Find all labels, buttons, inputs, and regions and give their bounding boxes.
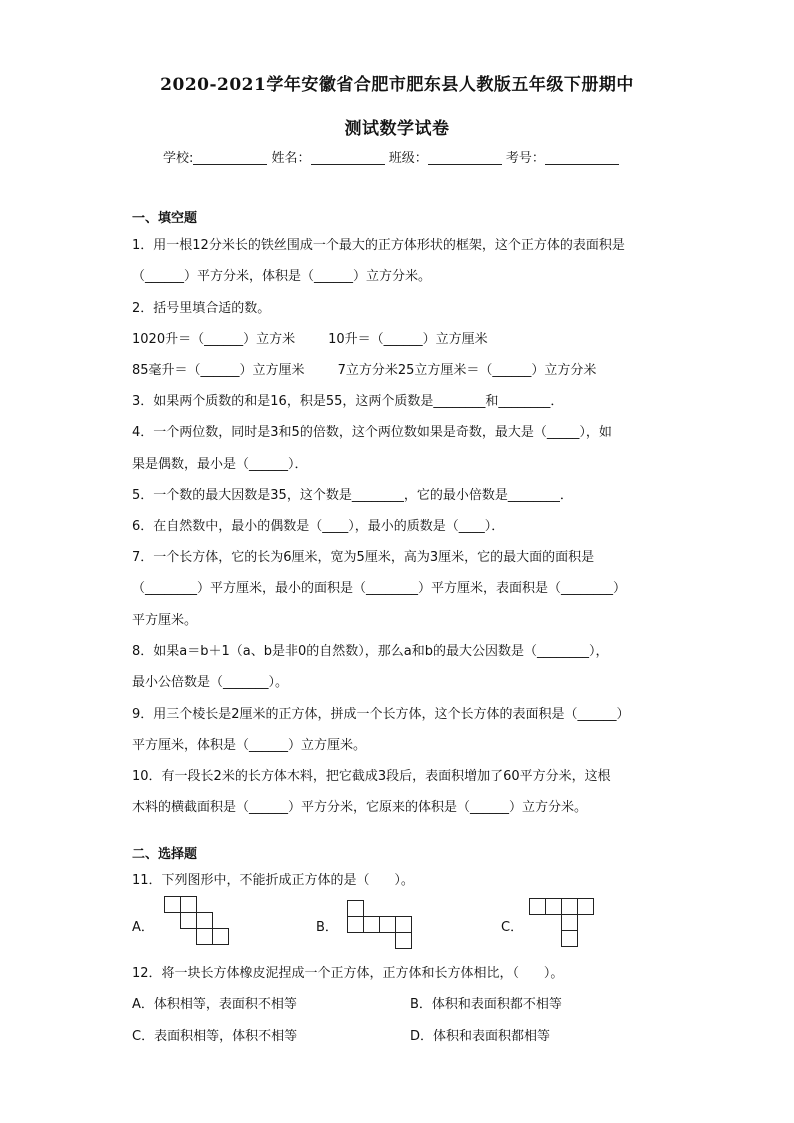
question-line: 平方厘米，体积是（______）立方厘米。 bbox=[132, 738, 367, 753]
q12-option-d[interactable]: D．体积和表面积都相等 bbox=[410, 1029, 551, 1044]
exam-title-line2: 测试数学试卷 bbox=[344, 119, 450, 139]
question-12: 12．将一块长方体橡皮泥捏成一个正方体，正方体和长方体相比，（ ）。 bbox=[132, 966, 564, 981]
question-line: 4．一个两位数，同时是3和5的倍数，这个两位数如果是奇数，最大是（_____），如 bbox=[132, 425, 612, 440]
question-line: （______）平方分米，体积是（______）立方分米。 bbox=[132, 269, 432, 284]
question-line: 1．用一根12分米长的铁丝围成一个最大的正方体形状的框架，这个正方体的表面积是 bbox=[132, 238, 625, 253]
class-label: 班级： bbox=[388, 151, 428, 166]
question-line: 6．在自然数中，最小的偶数是（____），最小的质数是（____）． bbox=[132, 519, 505, 534]
number-label: 考号： bbox=[505, 151, 545, 166]
student-info-row bbox=[163, 147, 619, 166]
question-line: 最小公倍数是（_______）。 bbox=[132, 675, 289, 690]
question-line: 5．一个数的最大因数是35，这个数是________，它的最小倍数是________． bbox=[132, 488, 573, 503]
q12-option-c[interactable]: C．表面积相等，体积不相等 bbox=[132, 1029, 298, 1044]
question-line: 9．用三个棱长是2厘米的正方体，拼成一个长方体，这个长方体的表面积是（______） bbox=[132, 707, 630, 722]
question-line: 10．有一段长2米的长方体木料，把它截成3段后，表面积增加了60平方分米，这根 bbox=[132, 769, 611, 784]
section1-heading: 一、填空题 bbox=[132, 211, 198, 226]
question-line: 果是偶数，最小是（______）． bbox=[132, 457, 308, 472]
number-blank[interactable] bbox=[545, 150, 619, 165]
section2-heading: 二、选择题 bbox=[132, 847, 198, 862]
question-line: 8．如果a＝b＋1（a、b是非0的自然数），那么a和b的最大公因数是（________）， bbox=[132, 644, 609, 659]
name-label: 姓名： bbox=[271, 151, 311, 166]
q11-option-b-net[interactable] bbox=[347, 900, 417, 950]
q11-option-a-net[interactable] bbox=[164, 896, 234, 948]
question-line: 平方厘米。 bbox=[132, 613, 198, 628]
school-label: 学校: bbox=[163, 151, 194, 166]
q11-option-b-label[interactable]: B． bbox=[316, 920, 338, 935]
q11-option-c-label[interactable]: C． bbox=[501, 920, 524, 935]
school-blank[interactable] bbox=[193, 150, 267, 165]
question-line: 木料的横截面积是（______）平方分米，它原来的体积是（______）立方分米。 bbox=[132, 800, 588, 815]
question-line: （________）平方厘米，最小的面积是（________）平方厘米，表面积是（________） bbox=[132, 581, 627, 596]
question-line: 85毫升＝（______）立方厘米 7立方分米25立方厘米＝（______）立方分米 bbox=[132, 363, 597, 378]
question-line: 3．如果两个质数的和是16，积是55，这两个质数是________和________． bbox=[132, 394, 564, 409]
exam-title-line1: 2020-2021学年安徽省合肥市肥东县人教版五年级下册期中 bbox=[160, 75, 634, 95]
q12-option-b[interactable]: B．体积和表面积都不相等 bbox=[410, 997, 562, 1012]
q11-option-c-net[interactable] bbox=[529, 898, 599, 950]
question-11: 11．下列图形中，不能折成正方体的是（ ）。 bbox=[132, 873, 414, 888]
question-line: 2．括号里填合适的数。 bbox=[132, 301, 271, 316]
class-blank[interactable] bbox=[428, 150, 502, 165]
name-blank[interactable] bbox=[311, 150, 385, 165]
q11-option-a-label[interactable]: A． bbox=[132, 920, 154, 935]
question-line: 1020升＝（______）立方米 10升＝（______）立方厘米 bbox=[132, 332, 488, 347]
q12-option-a[interactable]: A．体积相等，表面积不相等 bbox=[132, 997, 297, 1012]
question-line: 7．一个长方体，它的长为6厘米，宽为5厘米，高为3厘米，它的最大面的面积是 bbox=[132, 550, 595, 565]
